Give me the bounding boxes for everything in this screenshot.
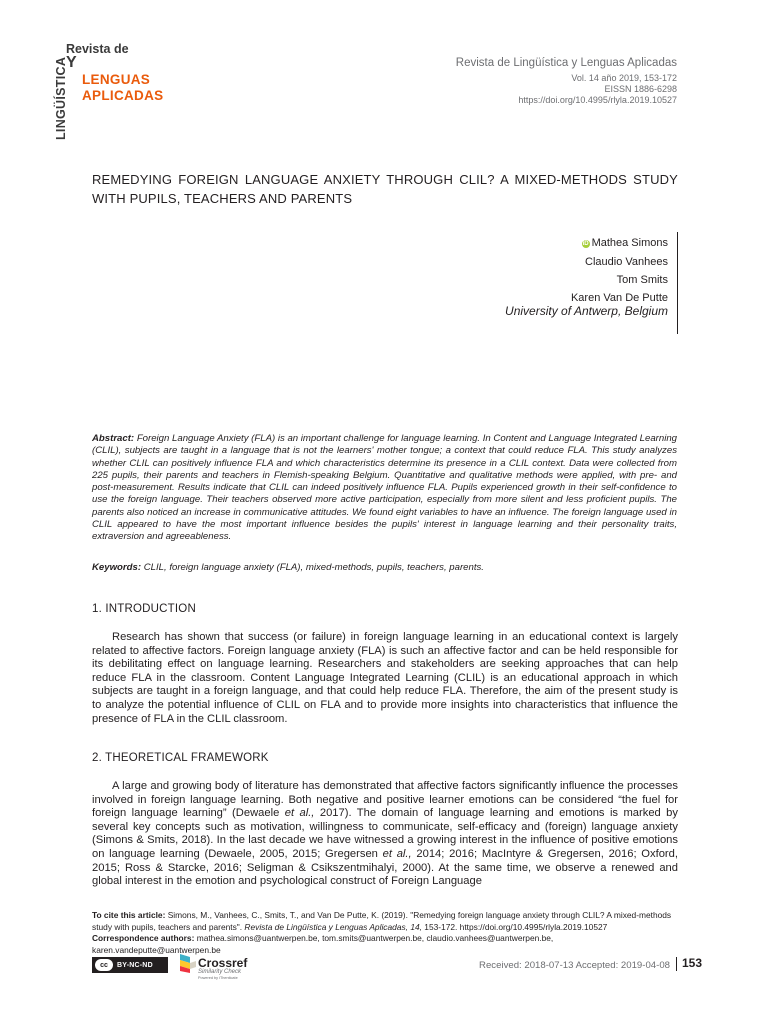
correspondence-emails[interactable]: mathea.simons@uantwerpen.be, tom.smits@uantwerpen.be, claudio.vanhees@uantwerpen.be, karen.vandeputte@uantwerpen.be	[92, 933, 554, 955]
crossref-similarity-check: Similarity Check	[198, 969, 242, 975]
keywords	[92, 562, 677, 573]
cite-text-b: 153-172. https://doi.org/10.4995/rlyla.2019.10527	[421, 921, 608, 932]
author-3: Tom Smits	[616, 274, 668, 286]
author-1[interactable]	[582, 237, 668, 249]
section-paragraph-theoretical-framework	[92, 780, 678, 889]
para-text-2: 2017). The domain of language learning and emotions is marked by several key concepts such as motivation, willingness to communicate, self-efficacy and (foreign) language anxiety (Simons & Smits, 2018). In the last decade we have witnessed a growing interest in the influence of positive emotions on language learning (Dewaele, 2005, 2015; Gregersen	[92, 807, 678, 860]
keywords-label: Keywords:	[92, 562, 142, 573]
crossref-powered-by: Powered by iThenticate	[198, 976, 238, 980]
page-number: 153	[682, 956, 703, 970]
journal-volume: Vol. 14 año 2019, 153-172	[571, 73, 677, 83]
abstract	[92, 433, 677, 544]
cite-text-a: Simons, M., Vanhees, C., Smits, T., and Van De Putte, K. (2019). "Remedying foreign language anxiety through CLIL? A mixed-methods study with pupils, teachers and parents".	[92, 910, 672, 932]
crossref-logo-icon	[178, 952, 198, 974]
section-heading-theoretical-framework: 2. THEORETICAL FRAMEWORK	[92, 752, 269, 764]
affiliation: University of Antwerp, Belgium	[505, 304, 668, 318]
logo-linguistica-text: LINGÜÍSTICA	[54, 56, 68, 140]
section-heading-introduction: 1. INTRODUCTION	[92, 603, 196, 615]
logo-y: Y	[66, 54, 77, 71]
para-text-1: A large and growing body of literature has demonstrated that affective factors significantly influence the processes involved in foreign language learning. Both negative and positive learner emotions can be considered “the fuel for foreign language learning” (Dewaele	[92, 780, 678, 820]
received-accepted-dates: Received: 2018-07-13 Accepted: 2019-04-08	[479, 960, 670, 971]
article-title: REMEDYING FOREIGN LANGUAGE ANXIETY THROUGH CLIL? A MIXED-METHODS STUDY WITH PUPILS, TEACHERS AND PARENTS	[92, 172, 678, 206]
correspondence-label: Correspondence authors:	[92, 933, 195, 943]
logo-lenguas: LENGUAS	[82, 72, 151, 87]
orcid-icon[interactable]: iD	[582, 241, 589, 247]
keywords-text: CLIL, foreign language anxiety (FLA), mixed-methods, pupils, teachers, parents.	[143, 562, 484, 573]
journal-doi-link[interactable]: https://doi.org/10.4995/rlyla.2019.10527	[518, 95, 677, 105]
section-paragraph-introduction: Research has shown that success (or failure) in foreign language learning in an educational context is largely related to affective factors. Foreign language anxiety (FLA) is such an affective factor and can be held responsible for its debilitating effect on language learning. Researchers and stakeholders are seeking approaches that can help reduce FLA in the classroom. Content Language Integrated Learning (CLIL) is an educational approach in which subjects are taught in a foreign language, and that could help reduce FLA. Therefore, the aim of the present study is to analyze the potential influence of CLIL on FLA and to provide more insights into characteristics that influence the presence of FLA in the CLIL classroom.	[92, 631, 678, 725]
license-label: BY-NC-ND	[117, 961, 153, 969]
author-1-name: Mathea Simons	[591, 237, 668, 249]
citation-block	[92, 910, 678, 956]
author-2: Claudio Vanhees	[585, 256, 668, 268]
journal-name: Revista de Lingüística y Lenguas Aplicadas	[455, 57, 677, 69]
cc-icon: cc	[95, 959, 113, 971]
journal-eissn: EISSN 1886-6298	[604, 84, 677, 94]
para-etal-1: et al.,	[284, 807, 315, 820]
logo-revista-de: Revista de	[66, 42, 129, 56]
cite-journal: Revista de Lingüística y Lenguas Aplicadas, 14,	[244, 921, 422, 932]
page-number-divider	[676, 957, 677, 971]
cite-label: To cite this article:	[92, 910, 166, 920]
cc-license-badge[interactable]	[92, 957, 168, 973]
crossref-name: Crossref	[198, 956, 248, 970]
abstract-label: Abstract:	[92, 433, 135, 444]
author-4: Karen Van De Putte	[570, 292, 668, 304]
para-etal-2: et al.,	[382, 847, 412, 860]
logo-aplicadas: APLICADAS	[82, 88, 164, 103]
para-text-3: 2014; 2016; MacIntyre & Gregersen, 2016; Oxford, 2015; Ross & Starcke, 2016; Seligman & Csikszentmihalyi, 2000). At the same time, we observe a renewed and global interest in the emotion and psychological construct of Foreign Language	[92, 847, 678, 888]
abstract-text: Foreign Language Anxiety (FLA) is an important challenge for language learning. In Content and Language Integrated Learning (CLIL), subjects are taught in a language that is not the learners' mother tongue; a context that could reduce FLA. This study analyzes whether CLIL can positively influence FLA and which characteristics determine its presence in a CLIL context. Data were collected from 225 pupils, their parents and teachers in Flemish-speaking Belgium. Quantitative and qualitative methods were applied, with pre- and post-measurement. Results indicate that CLIL can indeed positively influence FLA. Pupils experienced growth in their self-confidence to use the foreign language. Their teachers observed more active participation, especially from more silent and less proficient pupils. The parents also noticed an increase in communicative attitudes. We found eight variables to have an influence. The foreign language used in CLIL appeared to have the most important influence besides the pupils' interest in language learning and their personality traits, extraversion and agreeableness.	[92, 433, 677, 543]
